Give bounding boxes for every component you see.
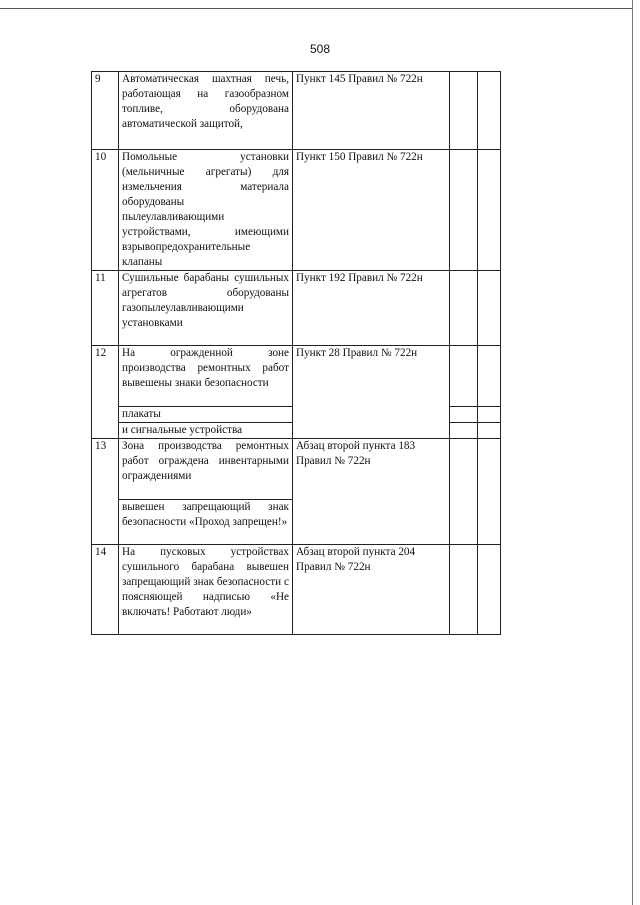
answer-cell[interactable] (478, 72, 501, 150)
table-row (92, 439, 501, 500)
answer-cell[interactable] (450, 407, 478, 423)
requirement-subtext: плакаты (119, 407, 293, 423)
row-number: 14 (92, 545, 119, 635)
requirement-text: Зона производства ремонтных работ ограждена инвентарными ограждениями (119, 439, 293, 500)
table-row (92, 150, 501, 271)
legal-reference: Пункт 192 Правил № 722н (293, 271, 450, 346)
row-number: 12 (92, 346, 119, 439)
table-row (92, 271, 501, 346)
row-number: 11 (92, 271, 119, 346)
answer-cell[interactable] (450, 545, 478, 635)
legal-reference: Абзац второй пункта 204 Правил № 722н (293, 545, 450, 635)
legal-reference: Пункт 150 Правил № 722н (293, 150, 450, 271)
answer-cell[interactable] (478, 439, 501, 545)
answer-cell[interactable] (450, 423, 478, 439)
requirement-text: На огражденной зоне производства ремонтных работ вывешены знаки безопасности (119, 346, 293, 407)
table-row (92, 346, 501, 407)
right-edge-line (632, 0, 633, 905)
legal-reference: Пункт 28 Правил № 722н (293, 346, 450, 439)
page-number: 508 (309, 42, 331, 56)
answer-cell[interactable] (478, 150, 501, 271)
legal-reference: Абзац второй пункта 183 Правил № 722н (293, 439, 450, 545)
answer-cell[interactable] (450, 150, 478, 271)
row-number: 10 (92, 150, 119, 271)
requirement-text: Сушильные барабаны сушильных агрегатов оборудованы газопылеулавливающими установками (119, 271, 293, 346)
answer-cell[interactable] (478, 346, 501, 407)
answer-cell[interactable] (478, 271, 501, 346)
row-number: 13 (92, 439, 119, 545)
answer-cell[interactable] (450, 72, 478, 150)
requirement-subtext: и сигнальные устройства (119, 423, 293, 439)
requirement-text: Помольные установки (мельничные агрегаты) для измельчения материала оборудованы пылеулавливающими устройствами, имеющими взрывопредохранительные клапаны (119, 150, 293, 271)
requirement-text: На пусковых устройствах сушильного барабана вывешен запрещающий знак безопасности с поясняющей надписью «Не включать! Работают люди» (119, 545, 293, 635)
answer-cell[interactable] (478, 423, 501, 439)
row-number: 9 (92, 72, 119, 150)
requirement-text: Автоматическая шахтная печь, работающая на газообразном топливе, оборудована автоматической защитой, (119, 72, 293, 150)
legal-reference: Пункт 145 Правил № 722н (293, 72, 450, 150)
top-edge-line (0, 8, 632, 9)
table-row (92, 545, 501, 635)
answer-cell[interactable] (450, 271, 478, 346)
requirement-subtext: вывешен запрещающий знак безопасности «Проход запрещен!» (119, 500, 293, 545)
answer-cell[interactable] (478, 407, 501, 423)
answer-cell[interactable] (450, 346, 478, 407)
answer-cell[interactable] (478, 545, 501, 635)
checklist-table (91, 71, 501, 635)
table-row (92, 72, 501, 150)
answer-cell[interactable] (450, 439, 478, 545)
